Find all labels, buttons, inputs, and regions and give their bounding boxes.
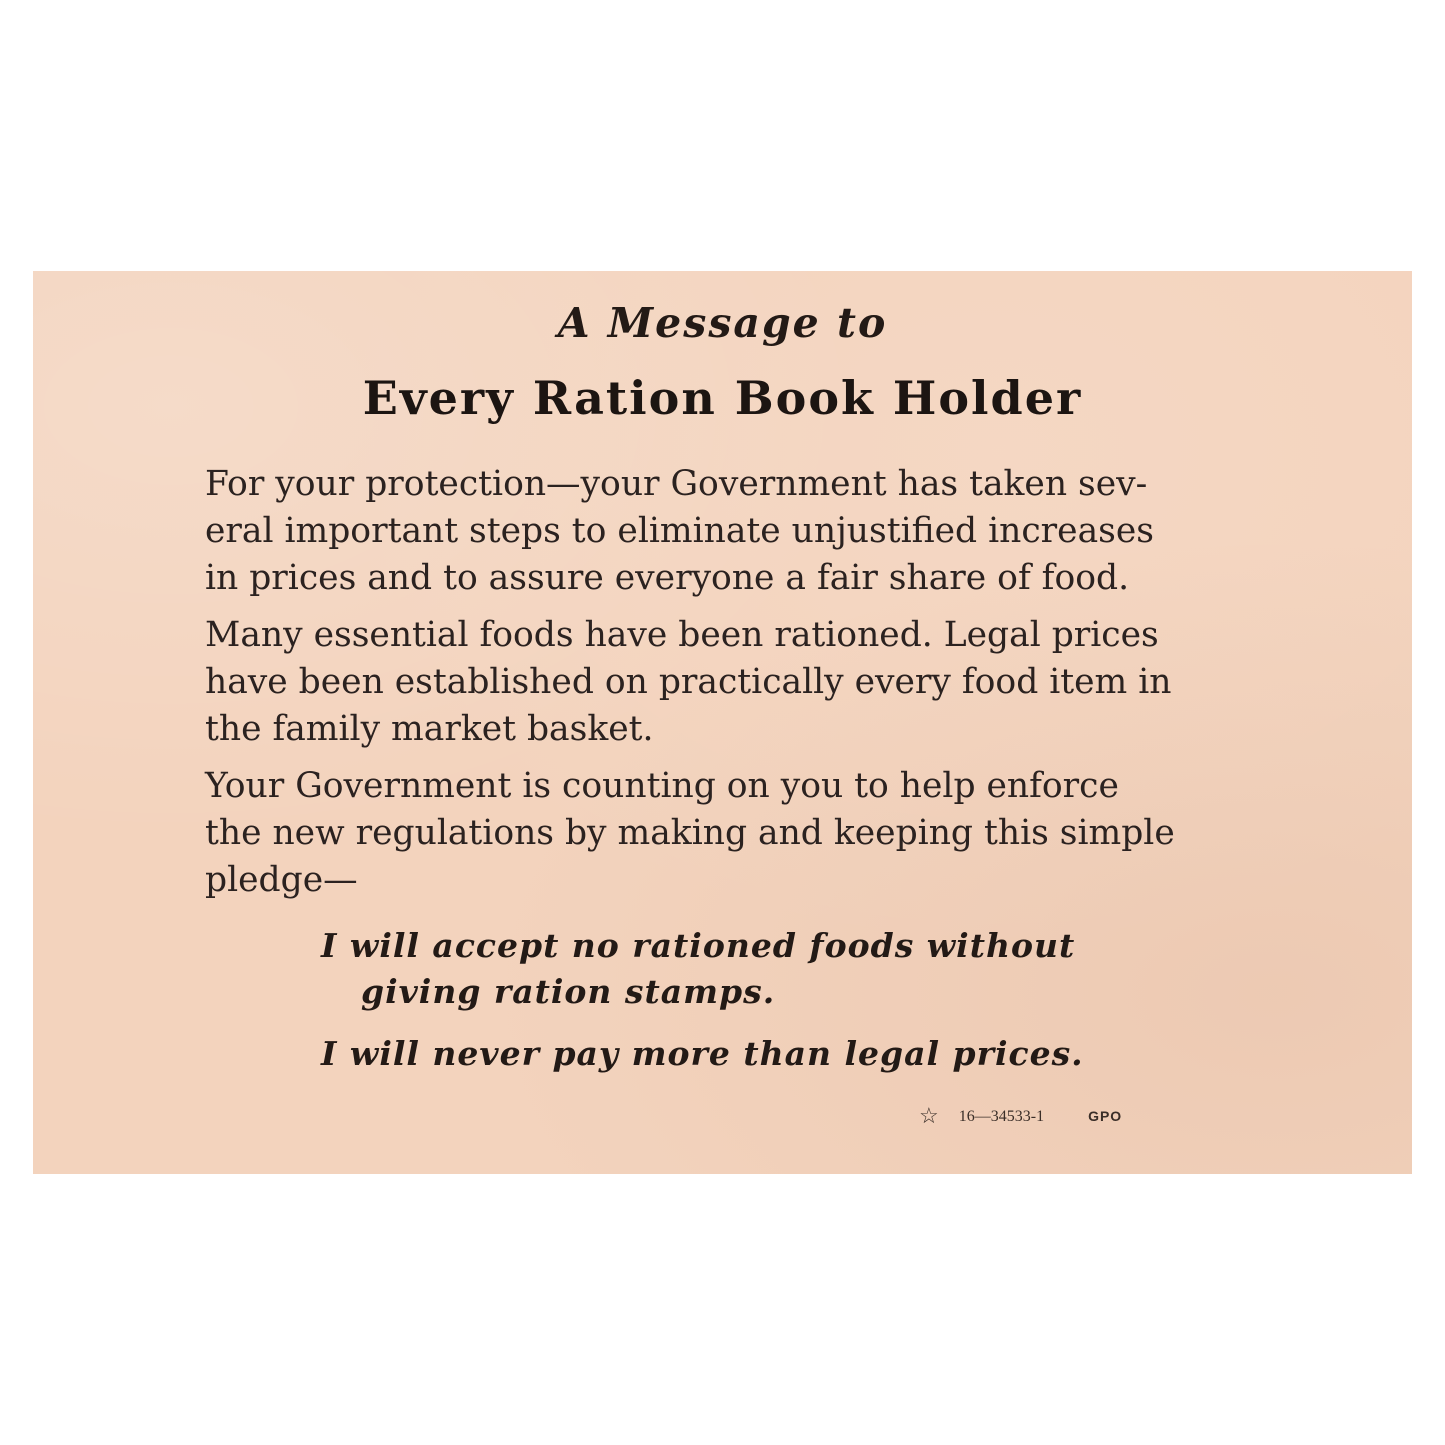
paragraph-protection [205, 461, 1245, 602]
paragraph-line: the new regulations by making and keeping this simple [205, 813, 1175, 853]
paragraph-line: For your protection—your Government has taken sev- [205, 464, 1148, 504]
pledge-stamps-line-2: giving ration stamps. [361, 972, 776, 1011]
print-footer [919, 1103, 1122, 1129]
star-icon: ☆ [919, 1103, 939, 1128]
pledge-stamps [321, 923, 1141, 1015]
print-code: 16—34533-1 [958, 1108, 1045, 1125]
message-body [205, 461, 1245, 914]
paragraph-line: the family market basket. [205, 709, 654, 749]
paragraph-rationed [205, 612, 1245, 753]
printer-mark: GPO [1088, 1108, 1123, 1124]
title-line-1: A Message to [557, 299, 888, 347]
ration-message-card [33, 271, 1412, 1174]
paragraph-line: have been established on practically every food item in [205, 662, 1172, 702]
paragraph-pledge-intro [205, 763, 1245, 904]
pledge-stamps-line-1: I will accept no rationed foods without [321, 926, 1076, 965]
paragraph-line: Many essential foods have been rationed. Legal prices [205, 615, 1159, 655]
paragraph-line: pledge— [205, 860, 358, 900]
pledge-prices: I will never pay more than legal prices. [321, 1034, 1084, 1073]
paragraph-line: in prices and to assure everyone a fair share of food. [205, 558, 1130, 598]
title-line-2: Every Ration Book Holder [362, 371, 1083, 425]
paragraph-line: Your Government is counting on you to help enforce [205, 766, 1119, 806]
paragraph-line: eral important steps to eliminate unjustified increases [205, 511, 1154, 551]
